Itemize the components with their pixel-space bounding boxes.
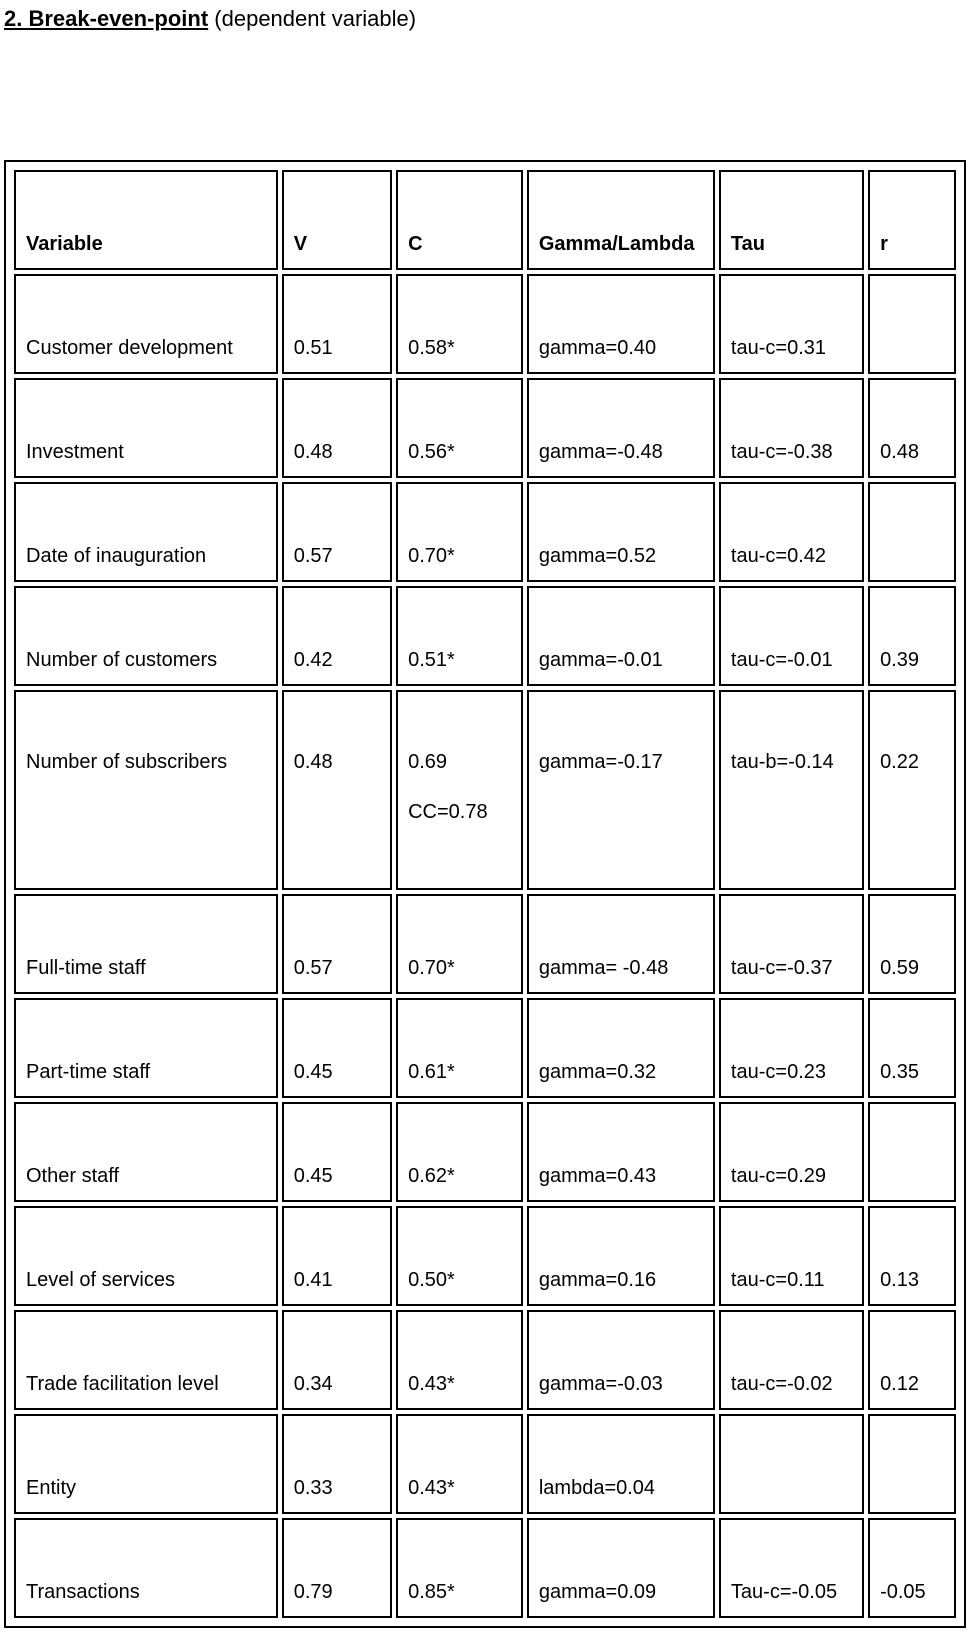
header-r: r xyxy=(868,170,956,270)
table-row xyxy=(14,586,956,686)
cell-r xyxy=(868,274,956,374)
cell-v: 0.79 xyxy=(282,1518,392,1618)
cell-gamma: gamma=0.32 xyxy=(527,998,715,1098)
cell-variable: Customer development xyxy=(14,274,278,374)
header-gamma-lambda: Gamma/Lambda xyxy=(527,170,715,270)
cell-v: 0.51 xyxy=(282,274,392,374)
header-v: V xyxy=(282,170,392,270)
cell-tau: tau-c=0.11 xyxy=(719,1206,864,1306)
cell-gamma: gamma=0.40 xyxy=(527,274,715,374)
cell-r: 0.12 xyxy=(868,1310,956,1410)
cell-variable: Part-time staff xyxy=(14,998,278,1098)
table-row xyxy=(14,1414,956,1514)
cell-gamma: gamma=-0.48 xyxy=(527,378,715,478)
cell-c: 0.61* xyxy=(396,998,523,1098)
cell-tau: tau-c=-0.38 xyxy=(719,378,864,478)
table-row xyxy=(14,274,956,374)
cell-r xyxy=(868,482,956,582)
cell-v: 0.34 xyxy=(282,1310,392,1410)
cell-v: 0.48 xyxy=(282,690,392,890)
cell-variable: Full-time staff xyxy=(14,894,278,994)
table-row xyxy=(14,1310,956,1410)
cell-variable: Level of services xyxy=(14,1206,278,1306)
table-header-row xyxy=(14,170,956,270)
cell-gamma: gamma= -0.48 xyxy=(527,894,715,994)
header-variable: Variable xyxy=(14,170,278,270)
header-tau: Tau xyxy=(719,170,864,270)
table-row xyxy=(14,1102,956,1202)
cell-tau: tau-b=-0.14 xyxy=(719,690,864,890)
statistics-table xyxy=(10,166,960,1622)
cell-v: 0.42 xyxy=(282,586,392,686)
table-row xyxy=(14,998,956,1098)
cell-r: 0.35 xyxy=(868,998,956,1098)
section-heading-title: 2. Break-even-point xyxy=(4,6,209,31)
cell-c: 0.43* xyxy=(396,1310,523,1410)
cell-gamma: gamma=-0.01 xyxy=(527,586,715,686)
cell-tau: tau-c=-0.02 xyxy=(719,1310,864,1410)
statistics-table-frame xyxy=(4,160,966,1628)
cell-r: 0.13 xyxy=(868,1206,956,1306)
cell-variable: Number of subscribers xyxy=(14,690,278,890)
cell-variable: Entity xyxy=(14,1414,278,1514)
cell-tau: Tau-c=-0.05 xyxy=(719,1518,864,1618)
cell-gamma: gamma=0.43 xyxy=(527,1102,715,1202)
cell-c: 0.85* xyxy=(396,1518,523,1618)
table-row xyxy=(14,690,956,890)
cell-r xyxy=(868,1414,956,1514)
table-row xyxy=(14,378,956,478)
cell-v: 0.48 xyxy=(282,378,392,478)
cell-variable: Transactions xyxy=(14,1518,278,1618)
cell-gamma: lambda=0.04 xyxy=(527,1414,715,1514)
cell-gamma: gamma=0.52 xyxy=(527,482,715,582)
cell-c: 0.51* xyxy=(396,586,523,686)
cell-c xyxy=(396,690,523,890)
section-heading-subtitle: (dependent variable) xyxy=(208,6,417,31)
cell-c: 0.58* xyxy=(396,274,523,374)
cell-r xyxy=(868,1102,956,1202)
cell-c: 0.70* xyxy=(396,482,523,582)
cell-v: 0.57 xyxy=(282,894,392,994)
cell-c: 0.70* xyxy=(396,894,523,994)
cell-tau: tau-c=-0.01 xyxy=(719,586,864,686)
cell-v: 0.45 xyxy=(282,1102,392,1202)
cell-r: -0.05 xyxy=(868,1518,956,1618)
cell-variable: Date of inauguration xyxy=(14,482,278,582)
cell-c: 0.62* xyxy=(396,1102,523,1202)
cell-v: 0.57 xyxy=(282,482,392,582)
cell-tau: tau-c=-0.37 xyxy=(719,894,864,994)
cell-v: 0.33 xyxy=(282,1414,392,1514)
cell-gamma: gamma=-0.17 xyxy=(527,690,715,890)
cell-variable: Trade facilitation level xyxy=(14,1310,278,1410)
table-row xyxy=(14,482,956,582)
cell-variable: Investment xyxy=(14,378,278,478)
cell-tau: tau-c=0.31 xyxy=(719,274,864,374)
cell-variable: Other staff xyxy=(14,1102,278,1202)
cell-v: 0.45 xyxy=(282,998,392,1098)
table-row xyxy=(14,1518,956,1618)
cell-tau: tau-c=0.42 xyxy=(719,482,864,582)
cell-gamma: gamma=0.09 xyxy=(527,1518,715,1618)
cell-gamma: gamma=-0.03 xyxy=(527,1310,715,1410)
cell-gamma: gamma=0.16 xyxy=(527,1206,715,1306)
cell-r: 0.48 xyxy=(868,378,956,478)
cell-c: 0.50* xyxy=(396,1206,523,1306)
cell-c: 0.56* xyxy=(396,378,523,478)
cell-c-secondary: CC=0.78 xyxy=(408,801,488,823)
cell-r: 0.59 xyxy=(868,894,956,994)
cell-r: 0.22 xyxy=(868,690,956,890)
cell-variable: Number of customers xyxy=(14,586,278,686)
section-heading xyxy=(4,4,416,34)
cell-c-primary: 0.69 xyxy=(408,751,448,773)
cell-c: 0.43* xyxy=(396,1414,523,1514)
table-row xyxy=(14,894,956,994)
header-c: C xyxy=(396,170,523,270)
cell-tau: tau-c=0.29 xyxy=(719,1102,864,1202)
cell-tau xyxy=(719,1414,864,1514)
cell-r: 0.39 xyxy=(868,586,956,686)
cell-v: 0.41 xyxy=(282,1206,392,1306)
table-row xyxy=(14,1206,956,1306)
cell-tau: tau-c=0.23 xyxy=(719,998,864,1098)
